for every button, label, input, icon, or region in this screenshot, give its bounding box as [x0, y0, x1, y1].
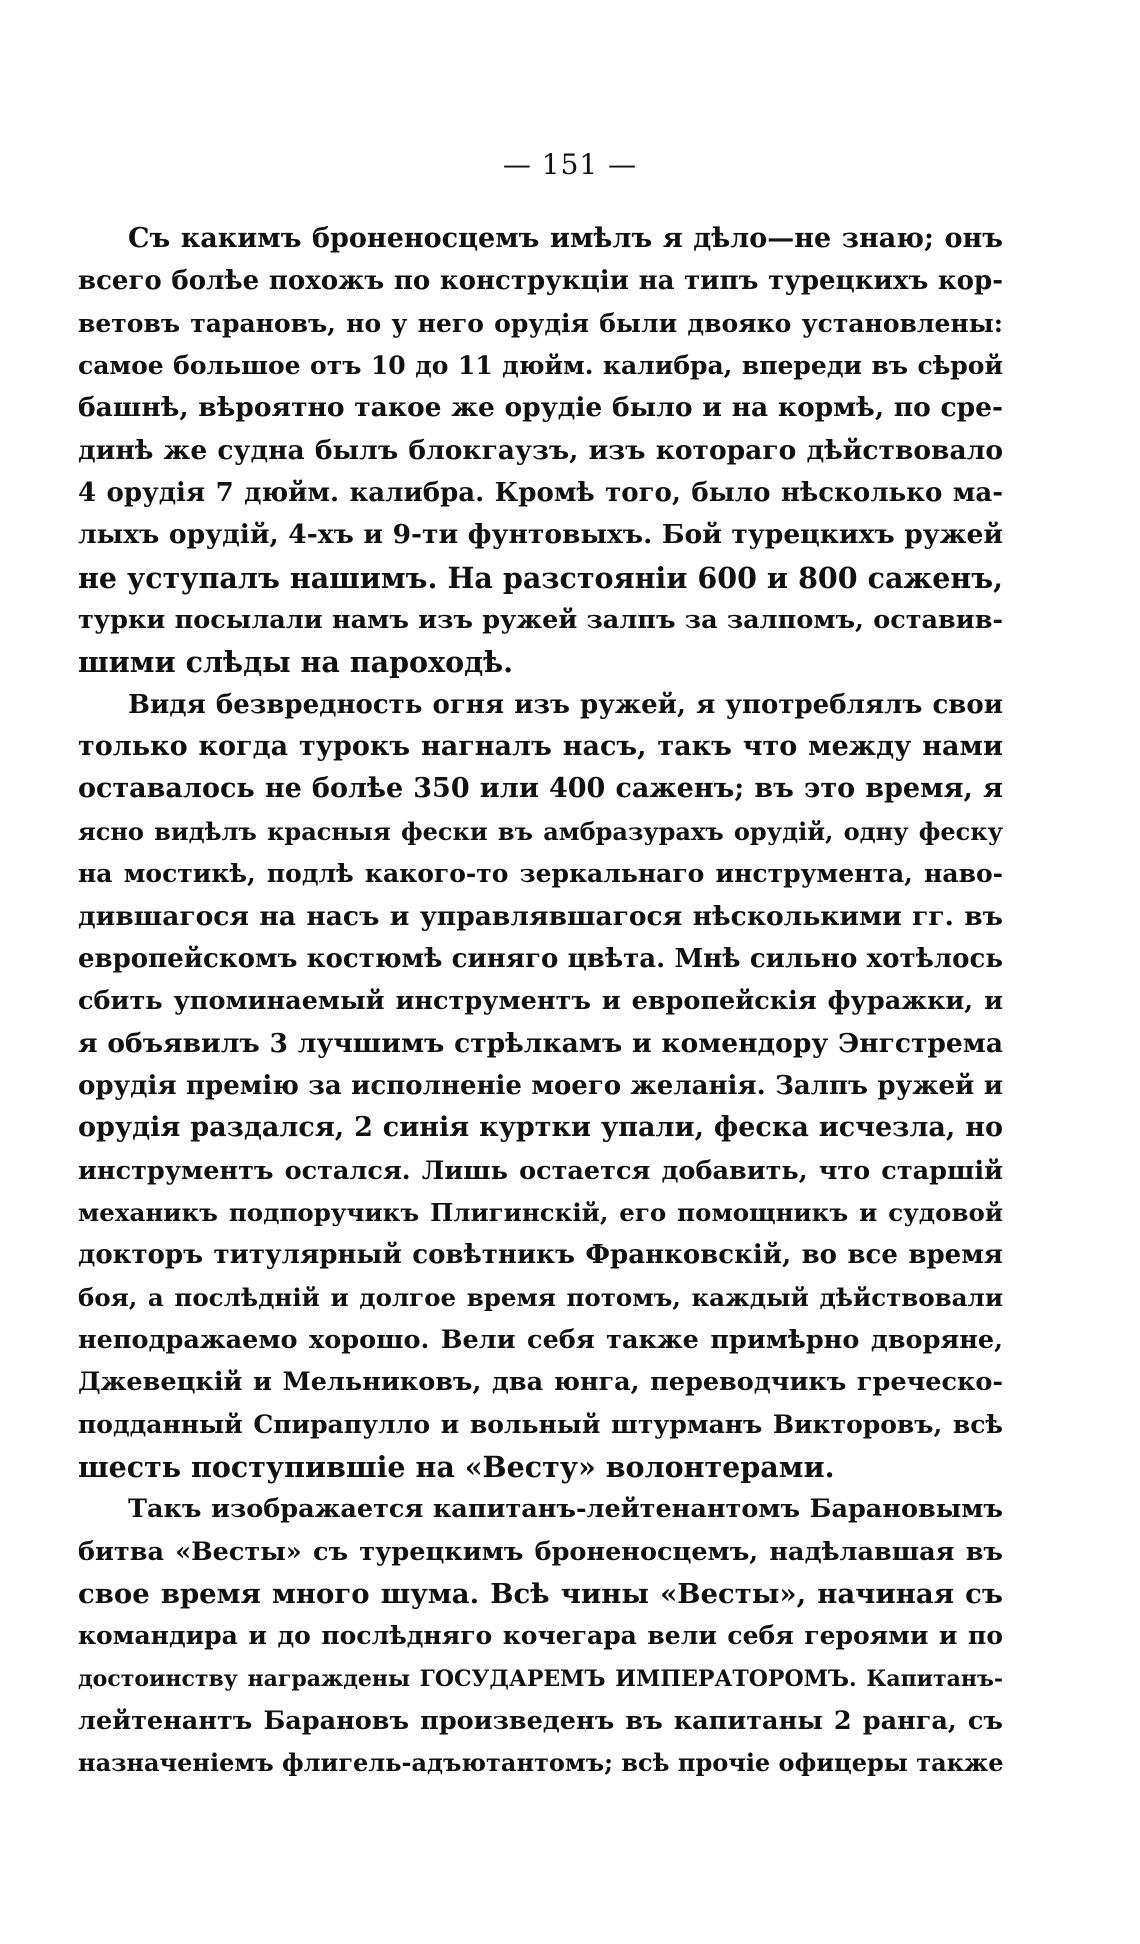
page-number: — 151 —	[502, 148, 638, 181]
text-line: всего болѣе похожъ по конструкціи на типъ турецкихъ кор-	[78, 266, 1003, 297]
text-line: не уступалъ нашимъ. На разстояніи 600 и 800 саженъ,	[78, 560, 1003, 595]
text-line: неподражаемо хорошо. Вели себя также примѣрно дворяне,	[78, 1324, 1003, 1355]
text-line: подданный Спирапулло и вольный штурманъ Викторовъ, всѣ	[78, 1409, 1003, 1439]
text-line: ясно видѣлъ красныя фески въ амбразурахъ орудій, одну феску	[78, 816, 1003, 846]
text-line: шими слѣды на пароходѣ.	[78, 645, 514, 680]
text-line: самое большое отъ 10 до 11 дюйм. калибра, впереди въ сѣрой	[78, 351, 1003, 381]
text-line: Съ какимъ броненосцемъ имѣлъ я дѣло—не знаю; онъ	[128, 223, 1003, 254]
text-line: боя, а послѣдній и долгое время потомъ, каждый дѣйствовали	[78, 1282, 1003, 1312]
text-line: я объявилъ 3 лучшимъ стрѣлкамъ и комендору Энгстрема	[78, 1027, 1003, 1059]
text-line: командира и до послѣдняго кочегара вели себя героями и по	[78, 1621, 1003, 1651]
text-line: Видя безвредность огня изъ ружей, я употреблялъ свои	[128, 689, 1003, 720]
text-line: свое время много шума. Всѣ чины «Весты», начиная съ	[78, 1578, 1003, 1610]
text-line: только когда турокъ нагналъ насъ, такъ что между нами	[78, 731, 1003, 763]
text-line: 4 орудія 7 дюйм. калибра. Кромѣ того, было нѣсколько ма-	[78, 478, 1003, 509]
text-line: европейскомъ костюмѣ синяго цвѣта. Мнѣ сильно хотѣлось	[78, 943, 1003, 974]
text-line: механикъ подпоручикъ Плигинскій, его помощникъ и судовой	[78, 1197, 1003, 1227]
text-line: турки посылали намъ изъ ружей залпъ за залпомъ, оставив-	[78, 605, 1003, 636]
body-text	[78, 218, 1003, 1785]
text-line: лыхъ орудій, 4-хъ и 9-ти фунтовыхъ. Бой турецкихъ ружей	[78, 519, 1003, 551]
text-line: дившагося на насъ и управлявшагося нѣсколькими гг. въ	[78, 900, 1003, 932]
text-line: назначеніемъ флигель-адъютантомъ; всѣ прочіе офицеры также	[78, 1748, 1004, 1778]
text-line: шесть поступившіе на «Весту» волонтерами.	[78, 1449, 835, 1484]
text-line: инструментъ остался. Лишь остается добавить, что старшій	[78, 1155, 1003, 1186]
text-line: лейтенантъ Барановъ произведенъ въ капитаны 2 ранга, съ	[78, 1706, 1003, 1737]
text-line: динѣ же судна былъ блокгаузъ, изъ котораго дѣйствовало	[78, 434, 1003, 466]
text-line: орудія премію за исполненіе моего желанія. Залпъ ружей и	[78, 1070, 1003, 1101]
text-line: на мостикѣ, подлѣ какого-то зеркальнаго инструмента, наво-	[78, 859, 1003, 889]
text-line: битва «Весты» съ турецкимъ броненосцемъ, надѣлавшая въ	[78, 1536, 1003, 1567]
text-line: Такъ изображается капитанъ-лейтенантомъ Барановымъ	[128, 1494, 1003, 1525]
text-line: орудія раздался, 2 синія куртки упали, феска исчезла, но	[78, 1112, 1003, 1144]
text-line: оставалось не болѣе 350 или 400 саженъ; въ это время, я	[78, 773, 1003, 805]
text-line: башнѣ, вѣроятно такое же орудіе было и на кормѣ, по сре-	[78, 392, 1003, 424]
text-line: сбить упоминаемый инструментъ и европейскія фуражки, и	[78, 986, 1003, 1017]
text-line: достоинству награждены ГОСУДАРЕМЪ ИМПЕРАТОРОМЪ. Капитанъ-	[78, 1665, 1003, 1692]
text-line: докторъ титулярный совѣтникъ Франковскій, во все время	[78, 1240, 1003, 1271]
text-line: Джевецкій и Мельниковъ, два юнга, переводчикъ греческо-	[78, 1367, 1003, 1398]
text-line: ветовъ тарановъ, но у него орудія были двояко установлены:	[78, 308, 1003, 338]
